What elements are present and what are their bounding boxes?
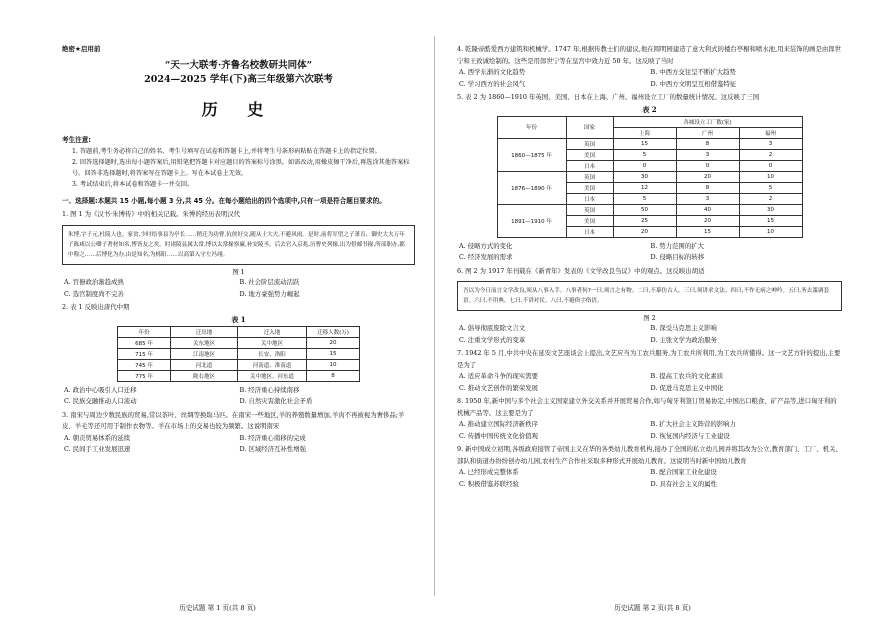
notice-item: 2. 回答选择题时,选出每小题答案后,用铅笔把答题卡对应题目的答案标号涂黑。如需改动,用橡皮擦干净后,再选涂其他答案标号。回答非选择题时,将答案写在答题卡上。写在本试卷上无效。 — [72, 159, 410, 177]
table-cell: 5 — [613, 193, 676, 204]
table-cell: 长安、洛阳 — [238, 348, 307, 359]
table-period-cell: 1860—1875 年 — [497, 138, 566, 171]
question-3-options — [62, 433, 415, 456]
table-cell: 30 — [739, 204, 802, 215]
option-a: A. 官僚政治渐趋成熟 — [64, 278, 124, 287]
table-cell: 0 — [613, 160, 676, 171]
table-header: 上海 — [613, 127, 676, 138]
table-cell: 20 — [676, 215, 739, 226]
table-header-row — [118, 326, 360, 337]
table-cell: 关中地区 — [238, 337, 307, 348]
table-row — [497, 204, 802, 215]
table-cell: 20 — [307, 337, 360, 348]
table-cell: 5 — [739, 182, 802, 193]
table-cell: 美国 — [566, 182, 613, 193]
table-period-cell: 1891—1910 年 — [497, 204, 566, 237]
table-cell: 685 年 — [118, 337, 171, 348]
table-cell: 日本 — [566, 193, 613, 204]
table-header: 迁出地 — [171, 326, 238, 337]
table-header: 各城设立工厂数(家) — [613, 116, 802, 127]
option-c: C. 经济发展的需求 — [459, 253, 513, 261]
table-cell: 775 年 — [118, 370, 171, 381]
option-d: D. 区域经济互补性增强 — [239, 445, 306, 454]
option-c: C. 选官制度尚不完善 — [64, 289, 124, 298]
question-8: 8. 1950 年,新中国与多个社会主义国家建立外交关系并开展贸易合作,如与匈牙利签订贸易协定,中国出口粮食、矿产品等,进口匈牙利的机械产品等。这主要是为了 — [457, 397, 837, 417]
question-6-options — [457, 323, 842, 346]
option-b: B. 社会阶层流动活跃 — [239, 278, 300, 287]
option-b: B. 经济重心持续南移 — [239, 385, 300, 394]
table-cell: 2 — [739, 149, 802, 160]
option-d: D. 自然灾害激化社会矛盾 — [239, 397, 313, 406]
table-row — [118, 348, 360, 359]
table-header: 国家 — [566, 116, 613, 138]
option-c: C. 学习西方的社会风气 — [459, 79, 526, 88]
question-7-options — [457, 371, 842, 394]
table-cell: 25 — [613, 215, 676, 226]
option-c: C. 积极借鉴苏联经验 — [459, 479, 519, 488]
option-c: C. 注重文学形式的变革 — [459, 335, 526, 344]
question-5-options — [457, 241, 842, 264]
notice-list — [62, 146, 415, 190]
table-cell: 5 — [613, 149, 676, 160]
table-header: 迁移人数(万) — [307, 326, 360, 337]
option-a: A. 倡导彻底废除文言文 — [459, 324, 526, 333]
table-1-caption: 表 1 — [231, 314, 246, 324]
table-cell: 江南地区 — [171, 348, 238, 359]
table-row — [497, 138, 802, 149]
table-cell: 745 年 — [118, 359, 171, 370]
page-2 — [435, 0, 870, 630]
option-d: D. 侵略目标的转移 — [650, 253, 705, 261]
table-cell: 10 — [739, 226, 802, 237]
table-cell: 20 — [613, 226, 676, 237]
question-3: 3. 南宋与周边少数民族的贸易,常以茶叶、丝绸等换取马匹。在南宋一些地区,羊的养殖数量增加,羊肉不再被视为奢侈品;羊皮、羊毛等还可用于制作衣物等。羊在市场上的交易也较为频繁。这说明南宋 — [62, 410, 405, 431]
table-cell: 河北道 — [171, 359, 238, 370]
table-cell: 715 年 — [118, 348, 171, 359]
table-cell: 河南道、淮南道 — [238, 359, 307, 370]
table-header: 迁入地 — [238, 326, 307, 337]
question-6: 6. 图 2 为 1917 年刊载在《新青年》发表的《文学改良刍议》中的观点。这反映出胡适 — [457, 266, 705, 275]
option-c: C. 民族交融推动人口流动 — [64, 397, 137, 406]
table-row — [118, 359, 360, 370]
table-row — [118, 370, 360, 381]
table-cell: 0 — [676, 160, 739, 171]
question-9: 9. 新中国成立初期,各级政府接管了帝国主义在华的各类幼儿教育机构,接办了全国的私立幼儿园并将其改为公立,教育部门、工厂、机关、部队和街道办纷纷创办幼儿园,农村生产合作社采取多种形式开展幼儿教育。这说明当时新中国幼儿教育 — [457, 445, 842, 465]
question-1-options — [62, 277, 415, 300]
figure-1-excerpt: 朱博,字子元,杜陵人也。家贫,少时给事县为亭长……稍迁为功曹,伉侠好交,随从士大夫,不避风雨。是时,前将军望之子萧育、御史大夫万年子陈咸以公卿子著材知名,博皆友之矣。时诸陵县属太常,博以太常掾察廉,补安陵丞。后去官入京兆,历曹史列掾,出为督邮书掾,所部职办,郡中称之……后博化为办,由是知名,为栎阳……以高第入守左冯翊。 — [62, 225, 415, 266]
table-cell: 3 — [676, 193, 739, 204]
section-heading: 一、选择题:本题共 15 小题,每小题 3 分,共 45 分。在每小题给出的四个选项中,只有一项是符合题目要求的。 — [62, 197, 386, 205]
table-cell: 8 — [676, 138, 739, 149]
question-1: 1. 图 1 为《汉书·朱博传》中的相关记载。朱博的经历表明汉代 — [62, 210, 241, 218]
table-cell: 12 — [613, 182, 676, 193]
table-cell: 20 — [676, 171, 739, 182]
table-header-row — [497, 116, 802, 127]
table-cell: 英国 — [566, 204, 613, 215]
exam-union-title: “天一大联考·齐鲁名校教研共同体” — [164, 60, 313, 71]
table-cell: 0 — [739, 160, 802, 171]
option-d: D. 具有社会主义的属性 — [650, 479, 717, 488]
notice-heading: 考生注意: — [62, 136, 92, 144]
option-b: B. 经济重心南移的完成 — [239, 433, 306, 442]
option-b: B. 提高工农兵的文化素质 — [650, 372, 724, 381]
table-cell: 3 — [739, 138, 802, 149]
table-cell: 日本 — [566, 160, 613, 171]
option-b: B. 深受马克思主义影响 — [650, 324, 717, 333]
table-cell: 美国 — [566, 149, 613, 160]
question-8-options — [457, 419, 842, 442]
table-cell: 关东地区 — [171, 337, 238, 348]
confidential-label: 绝密★启用前 — [62, 45, 101, 53]
question-4: 4. 乾隆帝酷爱西方建筑和机械学。1747 年,根据传教士们的建议,他在圆明园建造了意大利式的楼台亭榭和喷水池,用来装饰的画是由郎世宁和王致诚绘制的。这些是用郎世宁等在皇宫中效力近 50 年。这反映了当时 — [457, 45, 841, 65]
table-cell: 15 — [676, 226, 739, 237]
table-row — [118, 337, 360, 348]
table-cell: 陇右地区 — [171, 370, 238, 381]
question-2: 2. 表 1 反映出唐代中期 — [62, 303, 130, 312]
table-cell: 30 — [613, 171, 676, 182]
notice-item: 3. 考试结束后,将本试卷和答题卡一并交回。 — [72, 181, 194, 188]
table-header: 年份 — [118, 326, 171, 337]
exam-year-title: 2024—2025 学年(下)高三年级第六次联考 — [144, 74, 333, 85]
option-a: A. 已经形成完整体系 — [459, 468, 519, 477]
option-d: D. 促进马克思主义中国化 — [650, 383, 724, 392]
table-cell: 50 — [613, 204, 676, 215]
option-d: D. 主张文学为政治服务 — [650, 335, 717, 344]
option-b: B. 配合国家工业化建设 — [650, 468, 717, 477]
option-a: A. 侵略方式的变化 — [459, 241, 513, 250]
table-cell: 8 — [676, 182, 739, 193]
option-b: B. 中西方交往呈不断扩大趋势 — [650, 68, 736, 76]
table-cell: 15 — [739, 215, 802, 226]
table-header: 福州 — [739, 127, 802, 138]
table-header: 年份 — [497, 116, 566, 138]
table-cell: 英国 — [566, 138, 613, 149]
page-footer: 历史试题 第 1 页(共 8 页) — [179, 604, 256, 612]
table-cell: 日本 — [566, 226, 613, 237]
option-c: C. 推动文艺创作的繁荣发展 — [459, 383, 539, 392]
table-cell: 英国 — [566, 171, 613, 182]
table-cell: 10 — [739, 171, 802, 182]
question-2-options — [62, 385, 415, 408]
table-cell: 10 — [307, 359, 360, 370]
option-c: C. 民间手工业发展迅速 — [64, 445, 131, 454]
table-header: 广州 — [676, 127, 739, 138]
figure-2-excerpt: 吾以为今日而言文学改良,须从八事入手。八事者何?一曰,须言之有物。二曰,不摹仿古人。三曰,须讲求文法。四曰,不作无病之呻吟。五曰,务去滥调套语。六曰,不用典。七曰,不讲对仗。八曰,不避俗字俗语。 — [457, 281, 842, 311]
question-4-options — [457, 67, 842, 90]
question-5: 5. 表 2 为 1860—1910 年英国、美国、日本在上海、广州、福州设立工厂的数量统计情况。这反映了三国 — [457, 93, 760, 101]
subject-title: 历 史 — [201, 100, 276, 119]
table-cell: 美国 — [566, 215, 613, 226]
option-a: A. 适应革命斗争的现实需要 — [459, 372, 538, 381]
option-d: D. 地方豪强势力崛起 — [239, 289, 300, 298]
option-a: A. 政治中心吸引人口迁移 — [64, 385, 137, 394]
figure-2-caption: 图 2 — [643, 314, 656, 323]
page-footer: 历史试题 第 2 页(共 8 页) — [614, 604, 691, 612]
table-cell: 关中地区、河东道 — [238, 370, 307, 381]
option-d: D. 恢复国内经济与工业建设 — [650, 431, 730, 440]
question-7: 7. 1942 年 5 月,中共中央在延安文艺座谈会上提出,文艺应当为工农兵服务,为工农兵所利用,为工农兵所懂得。这一文艺方针的提出,主要是为了 — [457, 349, 841, 369]
option-a: A. 推动建立国际经济新秩序 — [459, 420, 538, 429]
table-cell: 15 — [613, 138, 676, 149]
option-a: A. 西学东渐的文化趋势 — [459, 68, 526, 76]
table-cell: 40 — [676, 204, 739, 215]
table-cell: 15 — [307, 348, 360, 359]
question-9-options — [457, 467, 842, 490]
figure-1-caption: 图 1 — [232, 268, 245, 277]
notice-item: 1. 答题前,考生务必将自己的姓名、考生号填写在试卷和答题卡上,并将考生号条形码粘贴在答题卡上的指定位置。 — [72, 148, 381, 155]
table-row — [497, 171, 802, 182]
table-1 — [117, 326, 360, 382]
table-2-caption: 表 2 — [642, 104, 657, 114]
table-2 — [497, 116, 803, 238]
table-cell: 8 — [307, 370, 360, 381]
table-period-cell: 1876—1890 年 — [497, 171, 566, 204]
option-b: B. 扩大社会主义阵营的影响力 — [650, 420, 736, 429]
option-a: A. 朝贡贸易体系的延续 — [64, 433, 131, 442]
option-c: C. 传播中国传统文化价值观 — [459, 431, 539, 440]
table-cell: 2 — [739, 193, 802, 204]
option-d: D. 中西方文明呈互相借鉴特征 — [650, 79, 737, 88]
table-cell: 3 — [676, 149, 739, 160]
option-b: B. 势力范围的扩大 — [650, 241, 704, 250]
